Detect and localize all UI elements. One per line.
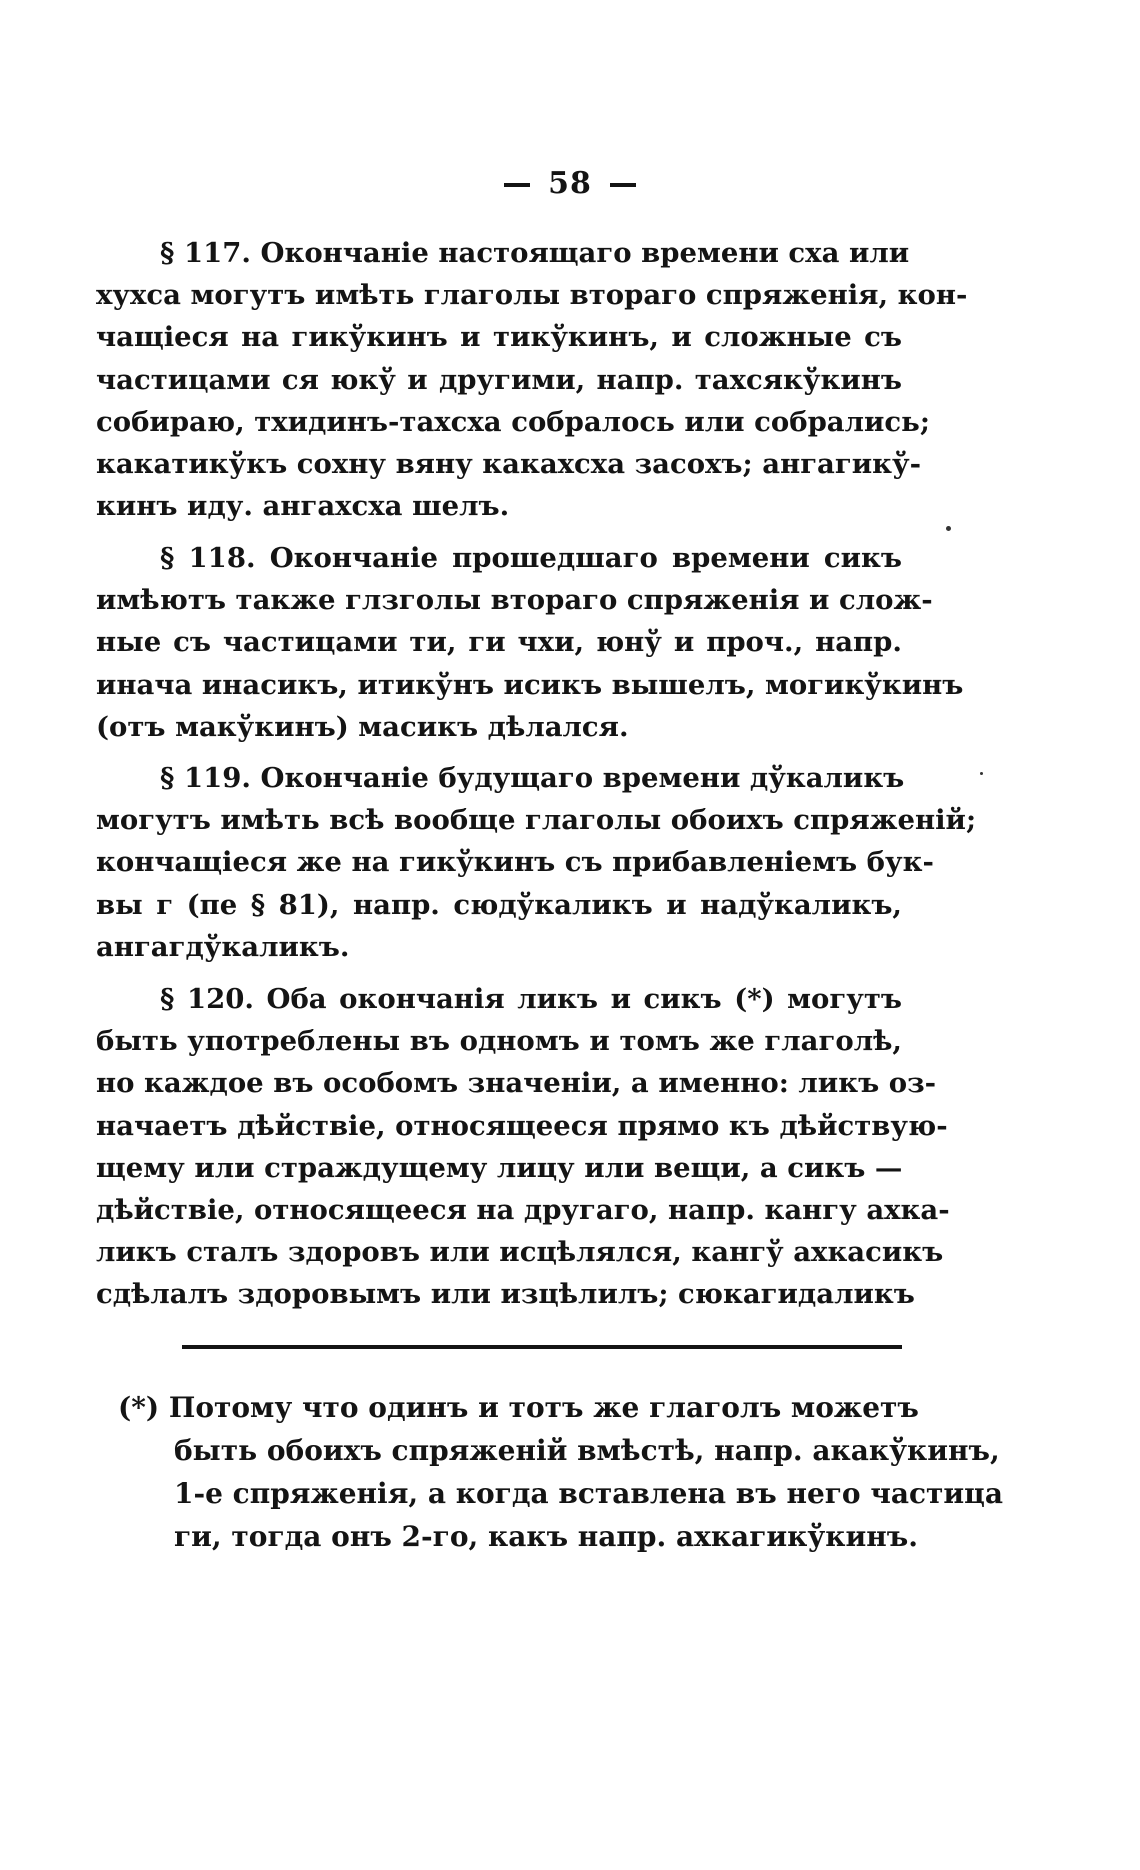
paragraph-line: но каждое въ особомъ значеніи, а именно: ликъ оз- — [96, 1067, 937, 1100]
paragraph-line: дѣйствіе, относящееся на другаго, напр. кангу ахка- — [96, 1194, 950, 1227]
paper-speck — [946, 526, 951, 531]
paragraph-line: какатикўкъ сохну вяну какахсха засохъ; ангагикў- — [96, 448, 921, 481]
paragraph-117 — [96, 232, 968, 527]
paragraph-line: кинъ иду. ангахсха шелъ. — [96, 490, 510, 523]
paragraph-line: инача инасикъ, итикўнъ исикъ вышелъ, могикўкинъ — [96, 668, 964, 701]
page-number-dash-right — [610, 183, 636, 187]
page-number-value: 58 — [548, 166, 592, 201]
paragraph-line: § 117. Окончаніе настоящаго времени сха или — [160, 237, 910, 269]
paragraph-line: § 119. Окончаніе будущаго времени дўкаликъ — [160, 762, 905, 794]
paragraph-line: частицами ся юкў и другими, напр. тахсякўкинъ — [96, 363, 902, 396]
footnote-line: (*) Потому что одинъ и тотъ же глаголъ можетъ — [118, 1391, 919, 1424]
paragraph-line: могутъ имѣть всѣ вообще глаголы обоихъ спряженій; — [96, 804, 977, 837]
paragraph-line: ангагдўкаликъ. — [96, 930, 350, 963]
paragraph-line: (отъ макўкинъ) масикъ дѣлался. — [96, 710, 629, 743]
paragraph-120 — [96, 978, 950, 1316]
footnote-line: быть обоихъ спряженій вмѣстѣ, напр. акакўкинъ, — [174, 1434, 1000, 1467]
paragraph-line: начаетъ дѣйствіе, относящееся прямо къ дѣйствую- — [96, 1109, 948, 1142]
paragraph-line: хухса могутъ имѣть глаголы втораго спряженія, кон- — [96, 279, 968, 312]
paragraph-line: чащіеся на гикўкинъ и тикўкинъ, и сложные съ — [96, 321, 902, 354]
paragraph-line: щему или страждущему лицу или вещи, а сикъ — — [96, 1151, 903, 1184]
paragraph-line: быть употреблены въ одномъ и томъ же глаголѣ, — [96, 1025, 902, 1058]
paragraph-line: ные съ частицами ти, ги чхи, юнў и проч., напр. — [96, 626, 902, 659]
footnote-line: 1-е спряженія, а когда вставлена въ него частица — [174, 1477, 1003, 1510]
footnote — [118, 1386, 1003, 1558]
page-number-dash-left — [504, 183, 530, 187]
footnote-divider — [182, 1345, 902, 1349]
paragraph-line: § 118. Окончаніе прошедшаго времени сикъ — [160, 542, 902, 574]
paragraph-line: вы г (пе § 81), напр. сюдўкаликъ и надўкаликъ, — [96, 888, 902, 921]
page-number — [0, 166, 1140, 201]
paragraph-line: § 120. Оба окончанія ликъ и сикъ (*) могутъ — [160, 983, 902, 1015]
paragraph-line: кончащіеся же на гикўкинъ съ прибавленіемъ бук- — [96, 846, 934, 879]
paragraph-119 — [96, 757, 977, 968]
paragraph-line: сдѣлалъ здоровымъ или изцѣлилъ; сюкагидаликъ — [96, 1278, 915, 1311]
paragraph-118 — [96, 537, 964, 748]
footnote-line: ги, тогда онъ 2-го, какъ напр. ахкагикўкинъ. — [174, 1520, 918, 1553]
paragraph-line: имѣютъ также глзголы втораго спряженія и слож- — [96, 584, 933, 617]
paragraph-line: ликъ сталъ здоровъ или исцѣлялся, кангў ахкасикъ — [96, 1236, 944, 1269]
paragraph-line: собираю, тхидинъ-тахсха собралось или собрались; — [96, 405, 930, 438]
paper-speck — [980, 772, 983, 775]
